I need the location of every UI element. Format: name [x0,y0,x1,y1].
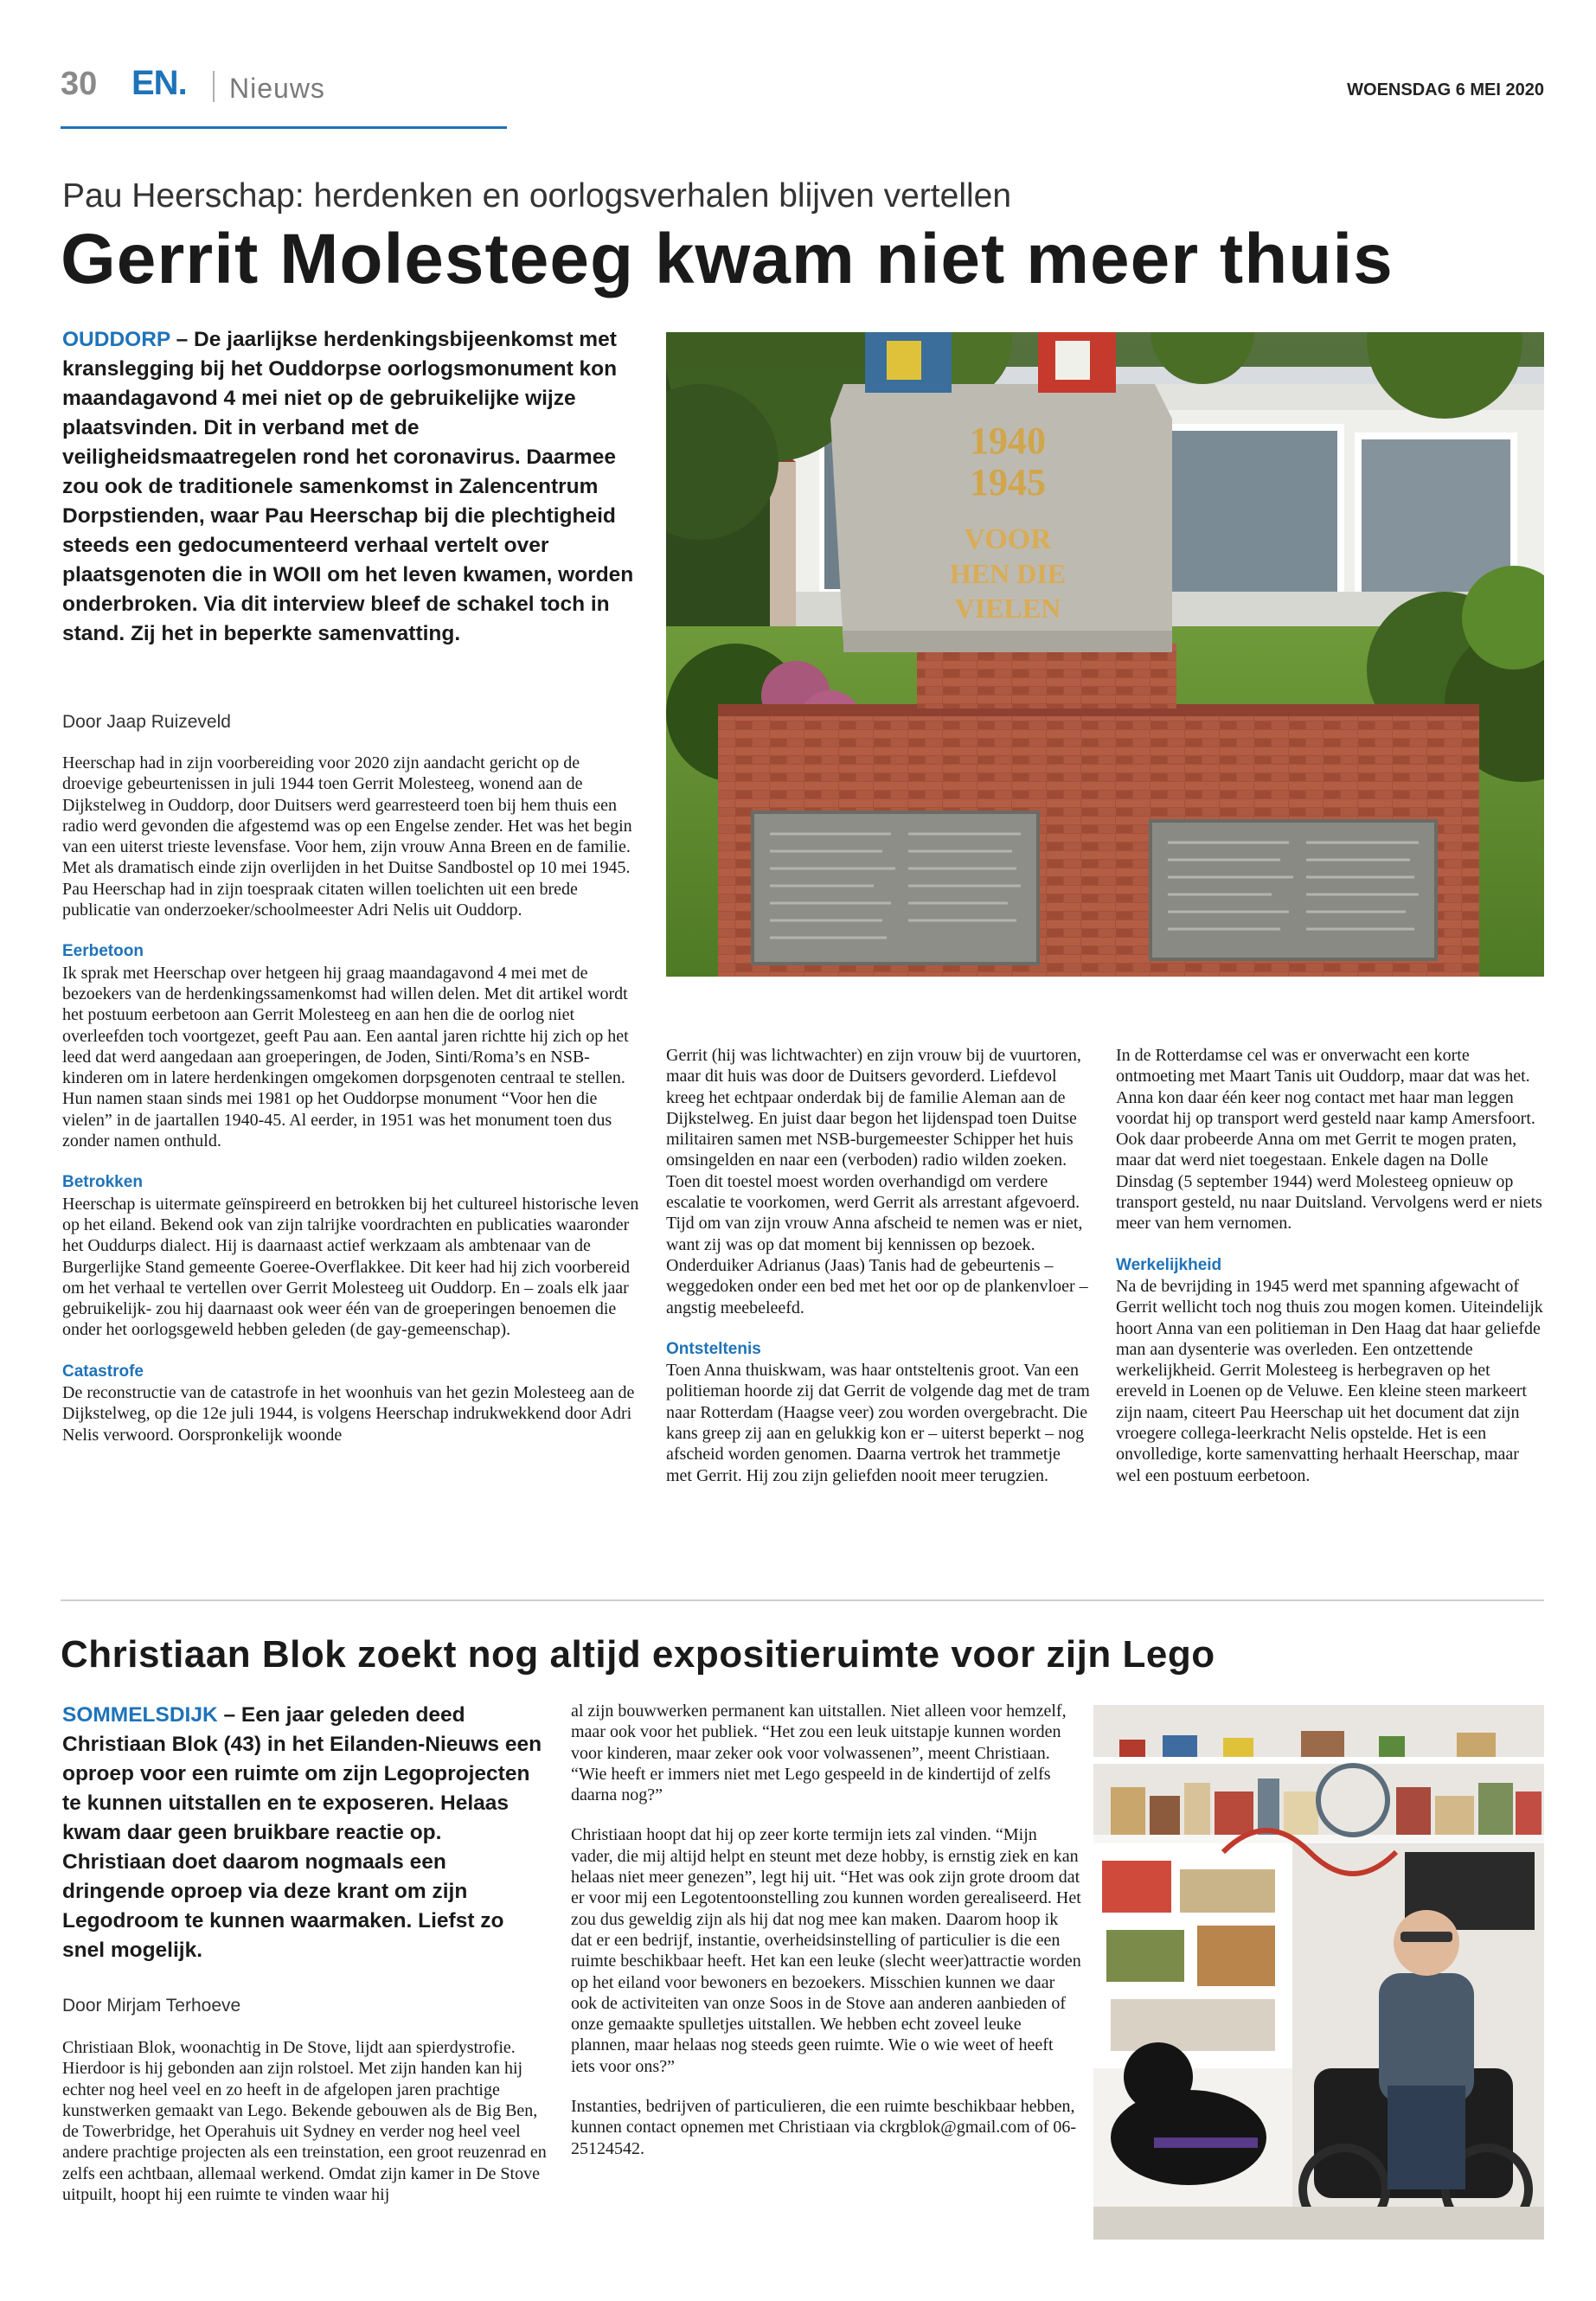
article-divider [61,1599,1544,1601]
article1-paragraph: De reconstructie van de catastrofe in het woonhuis van het gezin Molesteeg aan de Dijkstelweg, op die 12e juli 1944, is volgens Heerschap indrukwekkend door Adri Nelis verwoord. Oorspronkelijk woonde [62,1383,635,1445]
article2-paragraph: Instanties, bedrijven of particulieren, die een ruimte beschikbaar hebben, kunnen contact opnemen met Christiaan via ckrgblok@gmail.com of 06-25124542. [571,2097,1077,2158]
article2-column-2 [571,1701,1081,2159]
article1-kicker: Pau Heerschap: herdenken en oorlogsverhalen blijven vertellen [62,177,1012,215]
monument-date-top: 1940 [970,420,1046,462]
article1-paragraph: Gerrit (hij was lichtwachter) en zijn vrouw bij de vuurtoren, maar dit huis was door de Duitsers gevorderd. Liefdevol kreeg het echtpaar onderdak bij de familie Aleman aan de Dijkstelweg. En juist daar begon het lijdenspad toen Duitse militairen samen met NSB-burgemeester Schipper het huis omsingelden en naar een (verboden) radio wilden zoeken. Toen dit toestel moest worden overhandigd om verdere escalatie te voorkomen, werd Gerrit als arrestant afgevoerd. Tijd om van zijn vrouw Anna afscheid te nemen was er niet, want zij was op dat moment bij kennissen op bezoek. Onderduiker Adrianus (Jaas) Tanis had de gebeurtenis – weggedoken onder een bed met het oor op de plankenvloer – angstig meebeleefd. [666,1046,1088,1317]
article2-paragraph: al zijn bouwwerken permanent kan uitstallen. Niet alleen voor hemzelf, maar ook voor het publiek. “Het zou een leuk uitstapje kunnen worden voor kinderen, maar zeker ook voor volwassenen”, meent Christiaan. “Wie heeft er immers niet met Lego gespeeld in de kindertijd of zelfs daarna nog?” [571,1702,1067,1805]
monument-inscription-2: HEN DIE [949,558,1067,589]
article1-column-1 [62,753,642,1445]
monument-date-bottom: 1945 [970,461,1046,503]
section-name: Nieuws [229,73,325,104]
issue-date: WOENSDAG 6 MEI 2020 [1347,80,1544,99]
article1-lead [62,325,642,649]
article1-paragraph: Toen Anna thuiskwam, was haar ontsteltenis groot. Van een politieman hoorde zij dat Gerrit de volgende dag met de tram naar Rotterdam (Haagse veer) zou worden overgebracht. Die kans greep zij aan en gelukkig kon er – uiterst beperkt – nog afscheid worden genomen. Daarna vertrok het trammetje met Gerrit. Hij zou zijn geliefden nooit meer terugzien. [666,1361,1090,1485]
article1-paragraph: Heerschap is uitermate geïnspireerd en betrokken bij het cultureel historische leven op het eiland. Bekend ook van zijn talrijke voordrachten en publicaties waaronder het Ouddurps dialect. Hij is daarnaast actief werkzaam als ambtenaar van de Burgerlijke Stand gemeente Goeree-Overflakkee. Dit keer had hij zich voorbereid om het verhaal te vertellen over Gerrit Molesteeg uit Ouddorp. En – zoals elk jaar gebruikelijk- zou hij daarnaast ook weer één van de groeperingen benoemen die onder het oorlogsgeweld hebben geleden (de gay-gemeenschap). [62,1194,639,1340]
article1-paragraph: Heerschap had in zijn voorbereiding voor 2020 zijn aandacht gericht op de droevige gebeurtenissen in juli 1944 toen Gerrit Molesteeg, wonend aan de Dijkstelweg in Ouddorp, door Duitsers werd gearresteerd toen bij hem thuis een radio werd gevonden die afgestemd was op een Engelse zender. Het was het begin van een uiterst trieste levensfase. Voor hem, zijn vrouw Anna Breen en de familie. Met als dramatisch einde zijn overlijden in het Duitse Sandbostel op 10 mei 1945. Pau Heerschap had in zijn toespraak citaten willen toelichten uit een brede publicatie van onderzoeker/schoolmeester Adri Nelis uit Ouddorp. [62,753,632,920]
article1-byline: Door Jaap Ruizeveld [62,712,231,732]
article1-column-2 [666,1045,1090,1486]
article1-subhead-ontsteltenis: Ontsteltenis [666,1339,761,1358]
article1-subhead-betrokken: Betrokken [62,1173,143,1192]
lego-illustration [1093,1705,1544,2240]
page-number: 30 [61,66,98,102]
article1-subhead-werkelijkheid: Werkelijkheid [1116,1255,1222,1274]
header-rule [61,126,507,129]
article1-lead-place: OUDDORP [62,328,170,351]
article2-byline: Door Mirjam Terhoeve [62,1996,241,2016]
monument-illustration [666,332,1544,977]
article1-paragraph: In de Rotterdamse cel was er onverwacht een korte ontmoeting met Maart Tanis uit Ouddorp, maar dat was het. Anna kon daar één keer nog contact met haar man leggen voordat hij op transport werd gesteld naar kamp Amersfoort. Ook daar probeerde Anna om met Gerrit te mogen praten, maar dat werd niet toegestaan. Enkele dagen na Dolle Dinsdag (5 september 1944) werd Molesteeg opnieuw op transport gesteld, nu naar Duitsland. Vervolgens werd er niets meer van hem vernomen. [1116,1046,1542,1234]
article1-subhead-catastrofe: Catastrofe [62,1362,144,1381]
article2-headline: Christiaan Blok zoekt nog altijd expositieruimte voor zijn Lego [61,1633,1215,1676]
monument-inscription-1: VOOR [964,523,1052,555]
article2-lead [62,1701,547,1965]
article2-column-1 [62,2037,547,2205]
article1-headline: Gerrit Molesteeg kwam niet meer thuis [61,220,1394,298]
monument-photo [666,332,1544,977]
article1-subhead-eerbetoon: Eerbetoon [62,942,144,961]
lego-photo [1093,1705,1544,2240]
article1-paragraph: Ik sprak met Heerschap over hetgeen hij graag maandagavond 4 mei met de bezoekers van de herdenkingssamenkomst had willen delen. Met dit artikel wordt het postuum eerbetoon aan Gerrit Molesteeg en aan hen die de oorlog niet overleefden toch voortgezet, geeft Pau aan. Een aantal jaren richtte hij zich op het leed dat werd aangedaan aan groeperingen, de Joden, Sinti/Roma’s en NSB-kinderen om in latere herdenkingen omgekomen dorpsgenoten centraal te stellen. Hun namen staan sinds mei 1981 op het Ouddorpse monument “Voor hen die vielen” in de jaartallen 1940-45. Al eerder, in 1951 was het monument toen dus zonder namen onthuld. [62,963,629,1151]
monument-inscription-3: VIELEN [954,593,1061,624]
article2-lead-place: SOMMELSDIJK [62,1703,218,1727]
article2-paragraph: Christiaan Blok, woonachtig in De Stove, lijdt aan spierdystrofie. Hierdoor is hij gebonden aan zijn rolstoel. Met zijn handen kan hij echter nog heel veel en zo heeft in de afgelopen jaren prachtige kunstwerken gemaakt van Lego. Bekende gebouwen als de Big Ben, de Towerbridge, het Operahuis uit Sydney en verder nog heel veel andere prachtige projecten als een treinstation, een groot reuzenrad en zelfs een achtbaan, allemaal werkend. Omdat zijn kamer in De Stove uitpuilt, hoopt hij een ruimte te vinden waar hij [62,2038,547,2205]
article2-lead-text: – Een jaar geleden deed Christiaan Blok (43) in het Eilanden-Nieuws een oproep voor een ruimte om zijn Legoprojecten te kunnen uitstallen en te exposeren. Helaas kwam daar geen bruikbare reactie op. Christiaan doet daarom nogmaals een dringende oproep via deze krant om zijn Legodroom te kunnen waarmaken. Liefst zo snel mogelijk. [62,1703,542,1962]
article1-paragraph: Na de bevrijding in 1945 werd met spanning afgewacht of Gerrit wellicht toch nog thuis zou mogen komen. Uiteindelijk hoort Anna van een politieman in Den Haag dat haar geliefde man aan dysenterie was overleden. Een ontzettende werkelijkheid. Gerrit Molesteeg is herbegraven op het ereveld in Loenen op de Veluwe. Een kleine steen markeert zijn naam, citeert Pau Heerschap uit het document dat zijn vroegere collega-leerkracht Nelis opstelde. Het is een onvolledige, korte samenvatting herhaalt Heerschap, maar wel een postuum eerbetoon. [1116,1276,1543,1485]
header-separator [213,71,215,102]
article1-lead-text: – De jaarlijkse herdenkingsbijeenkomst met kranslegging bij het Ouddorpse oorlogsmonument kon maandagavond 4 mei niet op de gebruikelijke wijze plaatsvinden. Dit in verband met de veiligheidsmaatregelen rond het coronavirus. Daarmee zou ook de traditionele samenkomst in Zalencentrum Dorpstienden, waar Pau Heerschap bij die plechtigheid steeds een gedocumenteerd verhaal vertelt over plaatsgenoten die in WOII om het leven kwamen, worden onderbroken. Via dit interview bleef de schakel toch in stand. Zij het in beperkte samenvatting. [62,328,634,645]
newspaper-logo: EN. [131,64,187,102]
article1-column-3 [1116,1045,1544,1486]
article2-paragraph: Christiaan hoopt dat hij op zeer korte termijn iets zal vinden. “Mijn vader, die mij altijd helpt en steunt met deze hobby, is ernstig ziek en kan helaas niet meer genezen”, legt hij uit. “Het was ook zijn grote droom dat er voor mij een Legotentoonstelling zou kunnen worden gerealiseerd. Het zou dus geweldig zijn als hij dat nog mee kan maken. Daarom hoop ik dat er een bedrijf, instantie, overheidsinstelling of particulier is die een ruimte beschikbaar heeft. Het kan een leuke (slecht weer)attractie worden op het eiland voor bewoners en bezoekers. Misschien kunnen we daar ook de activiteiten van onze Soos in de Stove aan anderen aanbieden of onze gemaakte spulletjes uitstallen. We hebben echt zoveel leuke plannen, maar helaas nog steeds geen ruimte. Wie o wie weet of heeft iets voor ons?” [571,1825,1081,2076]
